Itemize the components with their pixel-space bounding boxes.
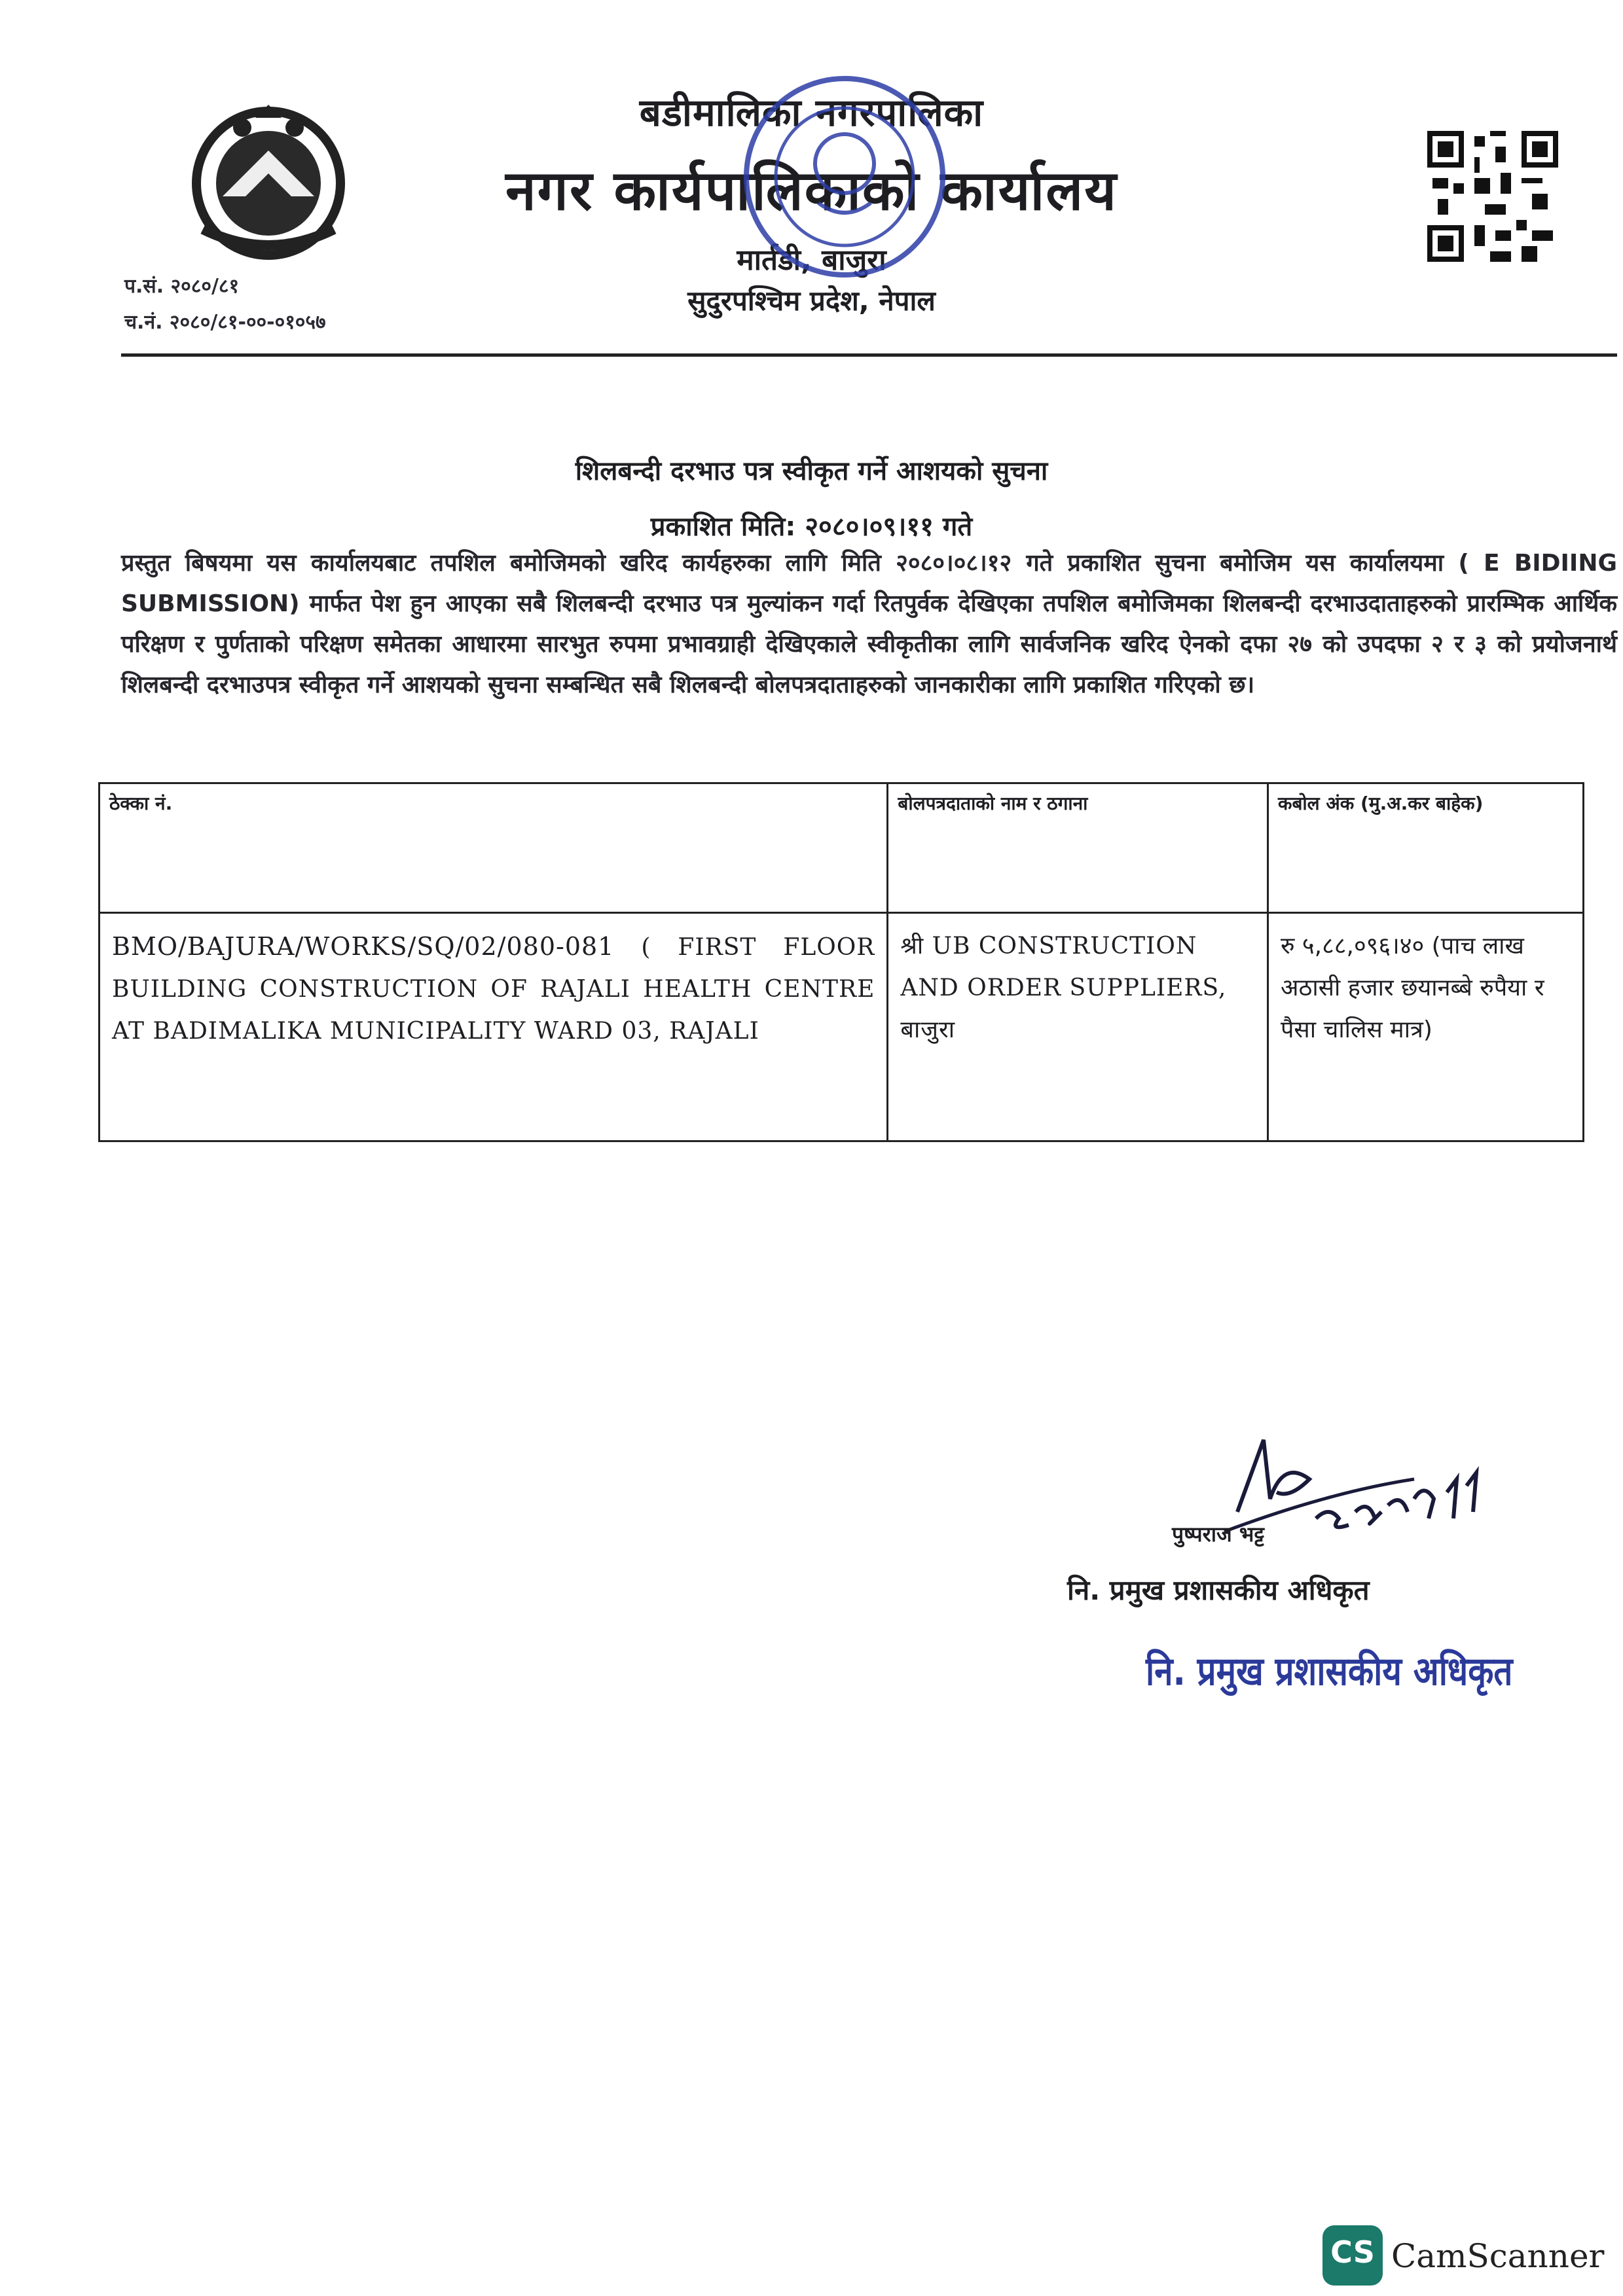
contract-number: BMO/BAJURA/WORKS/SQ/02/080-081 (112, 932, 615, 961)
award-table (98, 782, 1584, 1142)
signatory-designation: नि. प्रमुख प्रशासकीय अधिकृत (1067, 1574, 1370, 1606)
table-header-row (100, 783, 1584, 913)
table-row (100, 913, 1584, 1141)
column-header-bidder: बोलपत्रदाताको नाम र ठगाना (888, 783, 1268, 913)
office-name: नगर कार्यपालिकाको कार्यालय (505, 158, 1118, 223)
municipality-name: बडीमालिका नगरपालिका (639, 90, 984, 135)
amount-cell: रु ५,८८,०९६।४० (पाच लाख अठासी हजार छयानब्बे रुपैया र पैसा चालिस मात्र) (1267, 913, 1583, 1141)
column-header-contract: ठेक्का नं. (100, 783, 888, 913)
header-divider (121, 353, 1617, 357)
contract-description: ( FIRST FLOOR BUILDING CONSTRUCTION OF RAJALI HEALTH CENTRE AT BADIMALIKA MUNICIPALITY WARD 03, RAJALI (112, 934, 875, 1045)
camscanner-watermark: CamScanner (1391, 2237, 1605, 2275)
municipality-stamp-icon (733, 65, 956, 288)
published-date: प्रकाशित मिति: २०८०।०९।११ गते (650, 512, 973, 542)
reference-number: प.सं. २०८०/८१ (124, 275, 240, 298)
notice-title: शिलबन्दी दरभाउ पत्र स्वीकृत गर्ने आशयको सुचना (575, 456, 1048, 486)
camscanner-logo-text: CS (1330, 2234, 1375, 2270)
bidder-cell: श्री UB CONSTRUCTION AND ORDER SUPPLIERS, बाजुरा (888, 913, 1268, 1141)
qr-code-icon[interactable] (1427, 131, 1558, 262)
designation-stamp: नि. प्रमुख प्रशासकीय अधिकृत (1146, 1649, 1513, 1695)
column-header-amount: कबोल अंक (मु.अ.कर बाहेक) (1267, 783, 1583, 913)
signatory-name: पुष्पराज भट्ट (1172, 1522, 1265, 1547)
dispatch-number: च.नं. २०८०/८१-००-०१०५७ (124, 311, 326, 334)
camscanner-logo-icon (1322, 2225, 1383, 2286)
office-location: मार्तडी, बाजुरा (737, 243, 886, 277)
province-name: सुदुरपश्चिम प्रदेश, नेपाल (687, 285, 936, 317)
contract-cell (100, 913, 888, 1141)
notice-body: प्रस्तुत बिषयमा यस कार्यालयबाट तपशिल बमोजिमको खरिद कार्यहरुका लागि मिति २०८०।०८।१२ गते प्रकाशित सुचना बमोजिम यस कार्यालयमा ( E BIDIING SUBMISSION) मार्फत पेश हुन आएका सबै शिलबन्दी दरभाउ पत्र मुल्यांकन गर्दा रितपुर्वक देखिएका तपशिल बमोजिमका शिलबन्दी दरभाउदाताहरुको प्रारम्भिक आर्थिक परिक्षण र पुर्णताको परिक्षण समेतका आधारमा सारभुत रुपमा प्रभावग्राही देखिएकाले स्वीकृतीका लागि सार्वजनिक खरिद ऐनको दफा २७ को उपदफा २ र ३ को प्रयोजनार्थ शिलबन्दी दरभाउपत्र स्वीकृत गर्ने आशयको सुचना सम्बन्धित सबै शिलबन्दी बोलपत्रदाताहरुको जानकारीका लागि प्रकाशित गरिएको छ। (121, 550, 1617, 698)
